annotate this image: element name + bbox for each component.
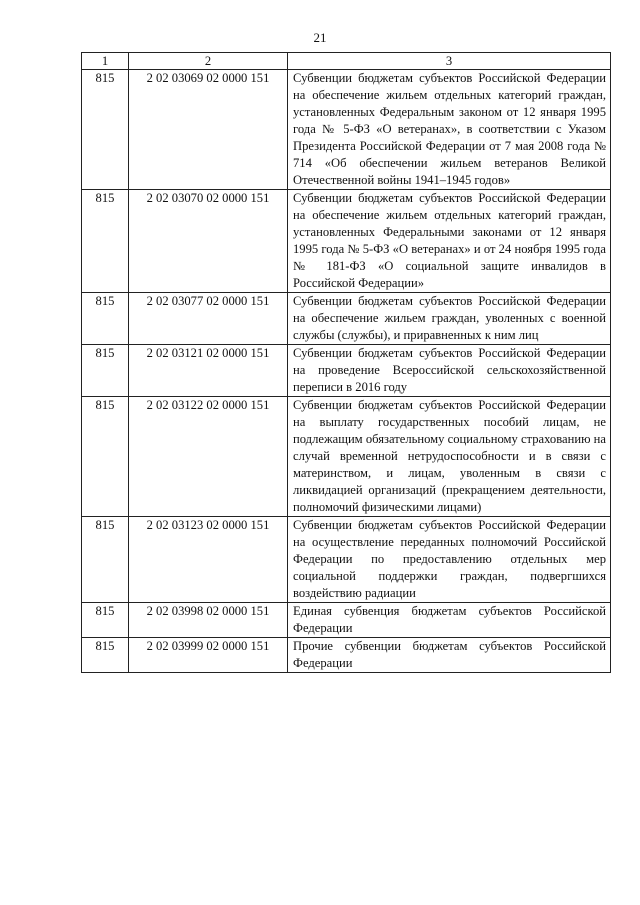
table-row — [82, 70, 611, 190]
table-header-row — [82, 53, 611, 70]
description-cell: Субвенции бюджетам субъектов Российской Федерации на проведение Всероссийской сельскохозяйственной переписи в 2016 году — [288, 345, 611, 397]
classification-code-cell: 2 02 03070 02 0000 151 — [129, 190, 288, 293]
description-cell: Субвенции бюджетам субъектов Российской Федерации на обеспечение жильем граждан, уволенных с военной службы (службы), и приравненных к ним лиц — [288, 293, 611, 345]
description-cell: Единая субвенция бюджетам субъектов Российской Федерации — [288, 603, 611, 638]
column-header-3: 3 — [288, 53, 611, 70]
table-row — [82, 293, 611, 345]
table-row — [82, 603, 611, 638]
budget-classification-table — [81, 52, 611, 673]
admin-code-cell: 815 — [82, 70, 129, 190]
description-cell: Субвенции бюджетам субъектов Российской Федерации на осуществление переданных полномочий Российской Федерации по предоставлению отдельных мер социальной поддержки граждан, подвергшихся воздействию радиации — [288, 517, 611, 603]
admin-code-cell: 815 — [82, 603, 129, 638]
classification-code-cell: 2 02 03122 02 0000 151 — [129, 397, 288, 517]
table-row — [82, 517, 611, 603]
admin-code-cell: 815 — [82, 345, 129, 397]
admin-code-cell: 815 — [82, 190, 129, 293]
classification-code-cell: 2 02 03121 02 0000 151 — [129, 345, 288, 397]
admin-code-cell: 815 — [82, 517, 129, 603]
classification-code-cell: 2 02 03999 02 0000 151 — [129, 638, 288, 673]
description-cell: Субвенции бюджетам субъектов Российской Федерации на обеспечение жильем отдельных категорий граждан, установленных Федеральными законами от 12 января 1995 года № 5-ФЗ «О ветеранах» и от 24 ноября 1995 года № 181-ФЗ «О социальной защите инвалидов в Российской Федерации» — [288, 190, 611, 293]
column-header-2: 2 — [129, 53, 288, 70]
admin-code-cell: 815 — [82, 397, 129, 517]
description-cell: Прочие субвенции бюджетам субъектов Российской Федерации — [288, 638, 611, 673]
classification-code-cell: 2 02 03077 02 0000 151 — [129, 293, 288, 345]
table-row — [82, 190, 611, 293]
classification-code-cell: 2 02 03123 02 0000 151 — [129, 517, 288, 603]
column-header-1: 1 — [82, 53, 129, 70]
description-cell: Субвенции бюджетам субъектов Российской Федерации на выплату государственных пособий лицам, не подлежащим обязательному социальному страхованию на случай временной нетрудоспособности и в связи с материнством, и лицам, уволенным в связи с ликвидацией организаций (прекращением деятельности, полномочий физическими лицами) — [288, 397, 611, 517]
page-number: 21 — [313, 30, 327, 45]
table-row — [82, 345, 611, 397]
description-cell: Субвенции бюджетам субъектов Российской Федерации на обеспечение жильем отдельных категорий граждан, установленных Федеральным законом от 12 января 1995 года № 5-ФЗ «О ветеранах», в соответствии с Указом Президента Российской Федерации от 7 мая 2008 года № 714 «Об обеспечении жильем ветеранов Великой Отечественной войны 1941–1945 годов» — [288, 70, 611, 190]
admin-code-cell: 815 — [82, 293, 129, 345]
table-row — [82, 397, 611, 517]
table-row — [82, 638, 611, 673]
classification-code-cell: 2 02 03069 02 0000 151 — [129, 70, 288, 190]
classification-code-cell: 2 02 03998 02 0000 151 — [129, 603, 288, 638]
admin-code-cell: 815 — [82, 638, 129, 673]
